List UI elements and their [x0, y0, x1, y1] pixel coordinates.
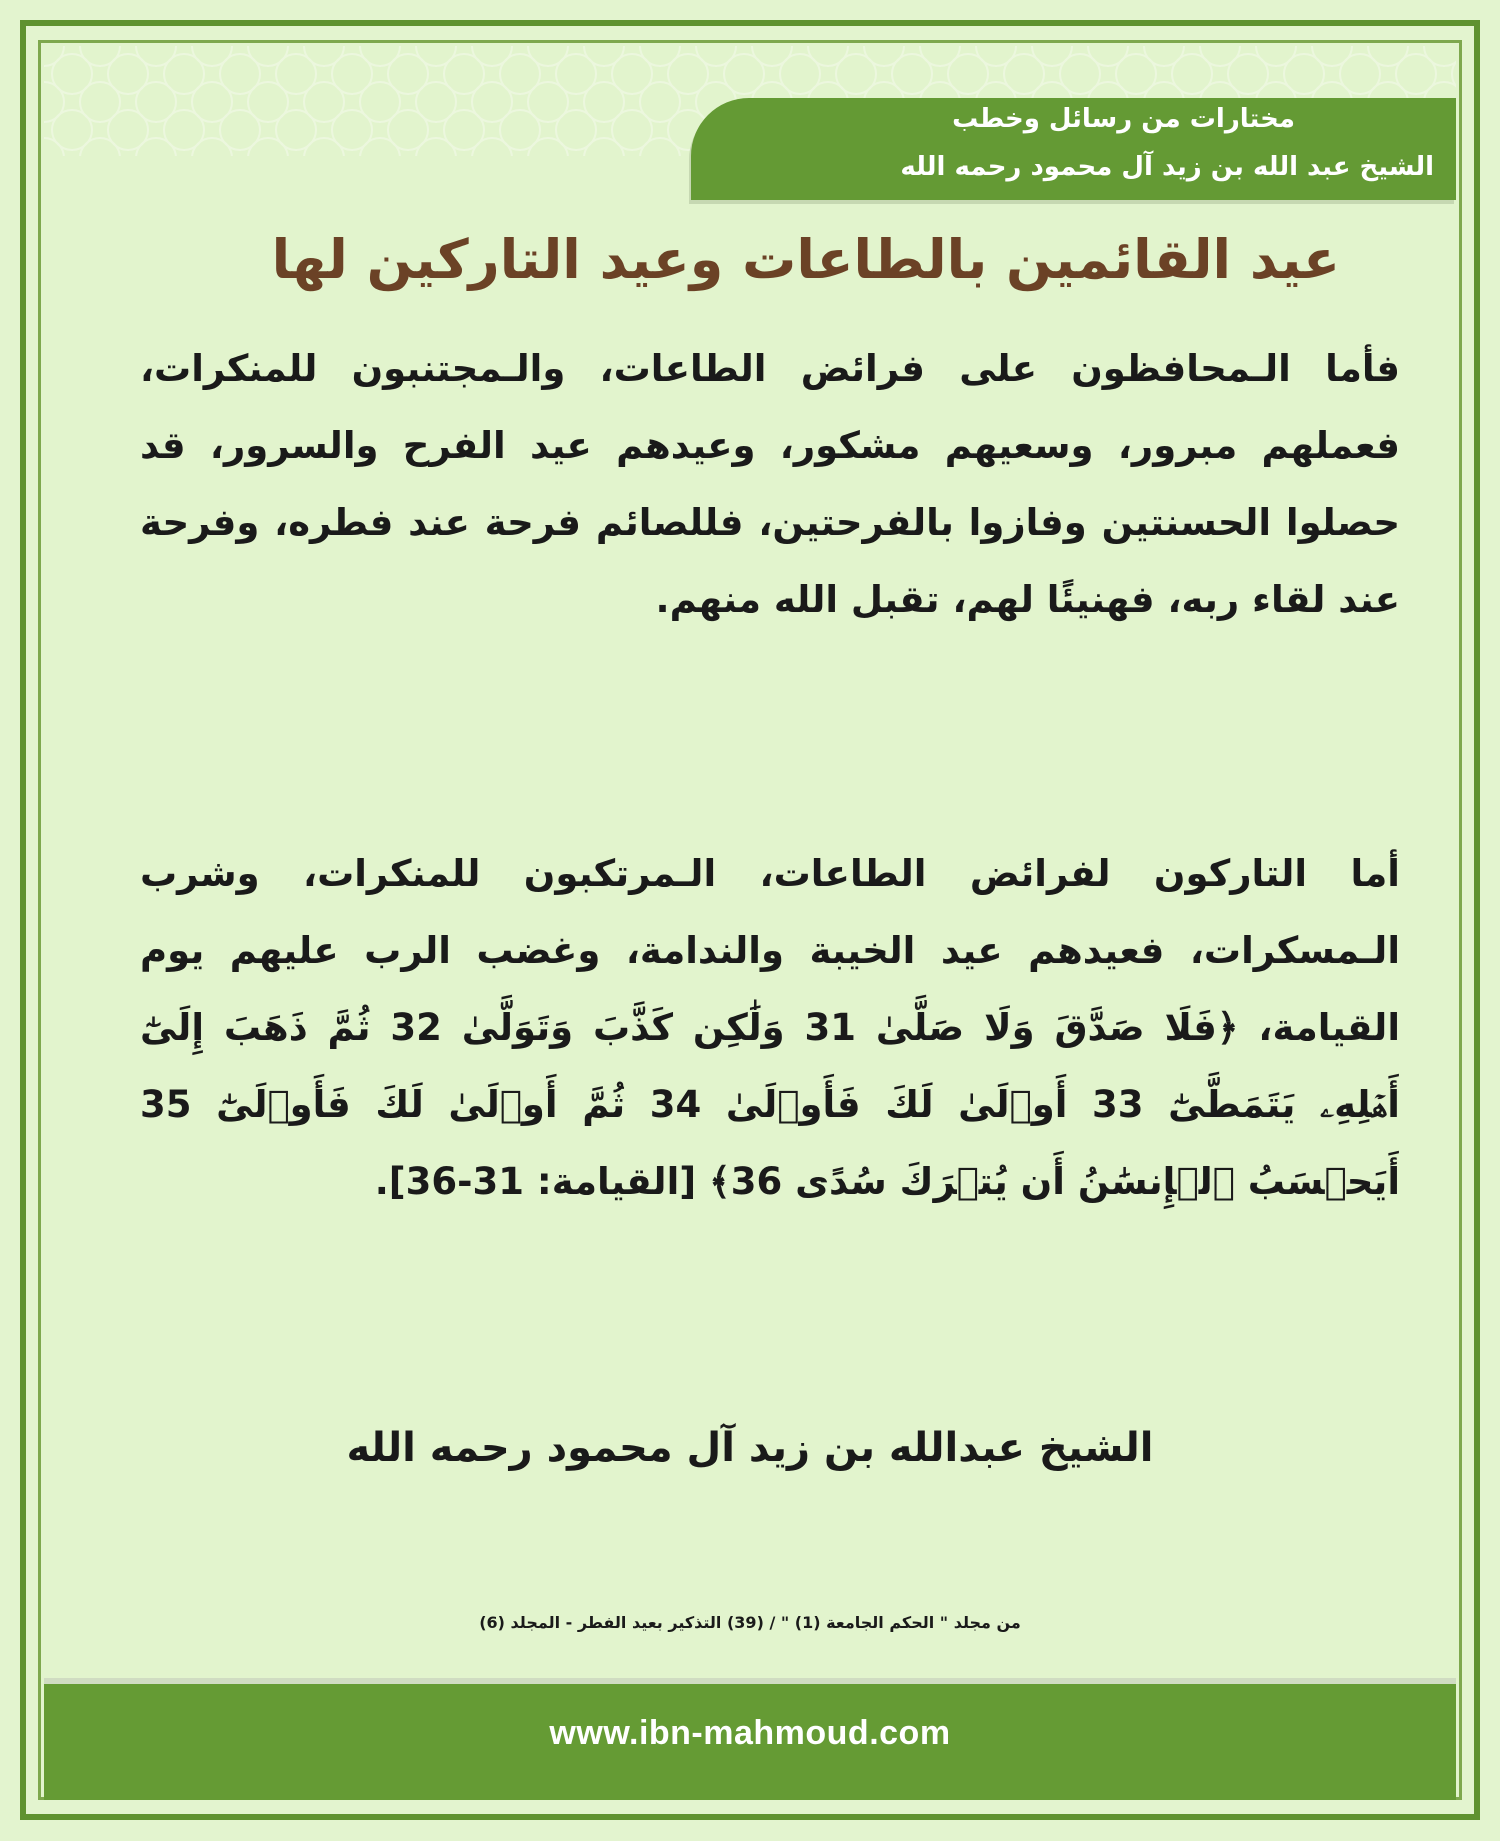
signature: الشيخ عبدالله بن زيد آل محمود رحمه الله	[346, 1425, 1154, 1471]
source-citation: من مجلد " الحكم الجامعة (1) " / (39) التذكير بعيد الفطر - المجلد (6)	[479, 1613, 1021, 1632]
paragraph-abandoners: أما التاركون لفرائض الطاعات، الـمرتكبون للمنكرات، وشرب الـمسكرات، فعيدهم عيد الخيبة والندامة، وغضب الرب عليهم يوم القيامة، ﴿فَلَا صَدَّقَ وَلَا صَلَّىٰ 31 وَلَٰكِن كَذَّبَ وَتَوَلَّىٰ 32 ثُمَّ ذَهَبَ إِلَىٰٓ أَهۡلِهِۦ يَتَمَطَّىٰٓ 33 أَوۡلَىٰ لَكَ فَأَوۡلَىٰ 34 ثُمَّ أَوۡلَىٰ لَكَ فَأَوۡلَىٰٓ 35 أَيَحۡسَبُ ٱلۡإِنسَٰنُ أَن يُتۡرَكَ سُدًى 36﴾ [القيامة: 31-36].	[140, 852, 1401, 1203]
header-subtitle: مختارات من رسائل وخطب	[952, 104, 1295, 134]
page-title: عيد القائمين بالطاعات وعيد التاركين لها	[271, 228, 1340, 291]
paragraph-keepers: فأما الـمحافظون على فرائض الطاعات، والـمجتنبون للمنكرات، فعملهم مبرور، وسعيهم مشكور، وعيدهم عيد الفرح والسرور، قد حصلوا الحسنتين وفازوا بالفرحتين، فللصائم فرحة عند فطره، وفرحة عند لقاء ربه، فهنيئًا لهم، تقبل الله منهم.	[140, 347, 1400, 621]
website-link[interactable]: www.ibn-mahmoud.com	[549, 1714, 951, 1752]
header-author: الشيخ عبد الله بن زيد آل محمود رحمه الله	[900, 152, 1434, 182]
